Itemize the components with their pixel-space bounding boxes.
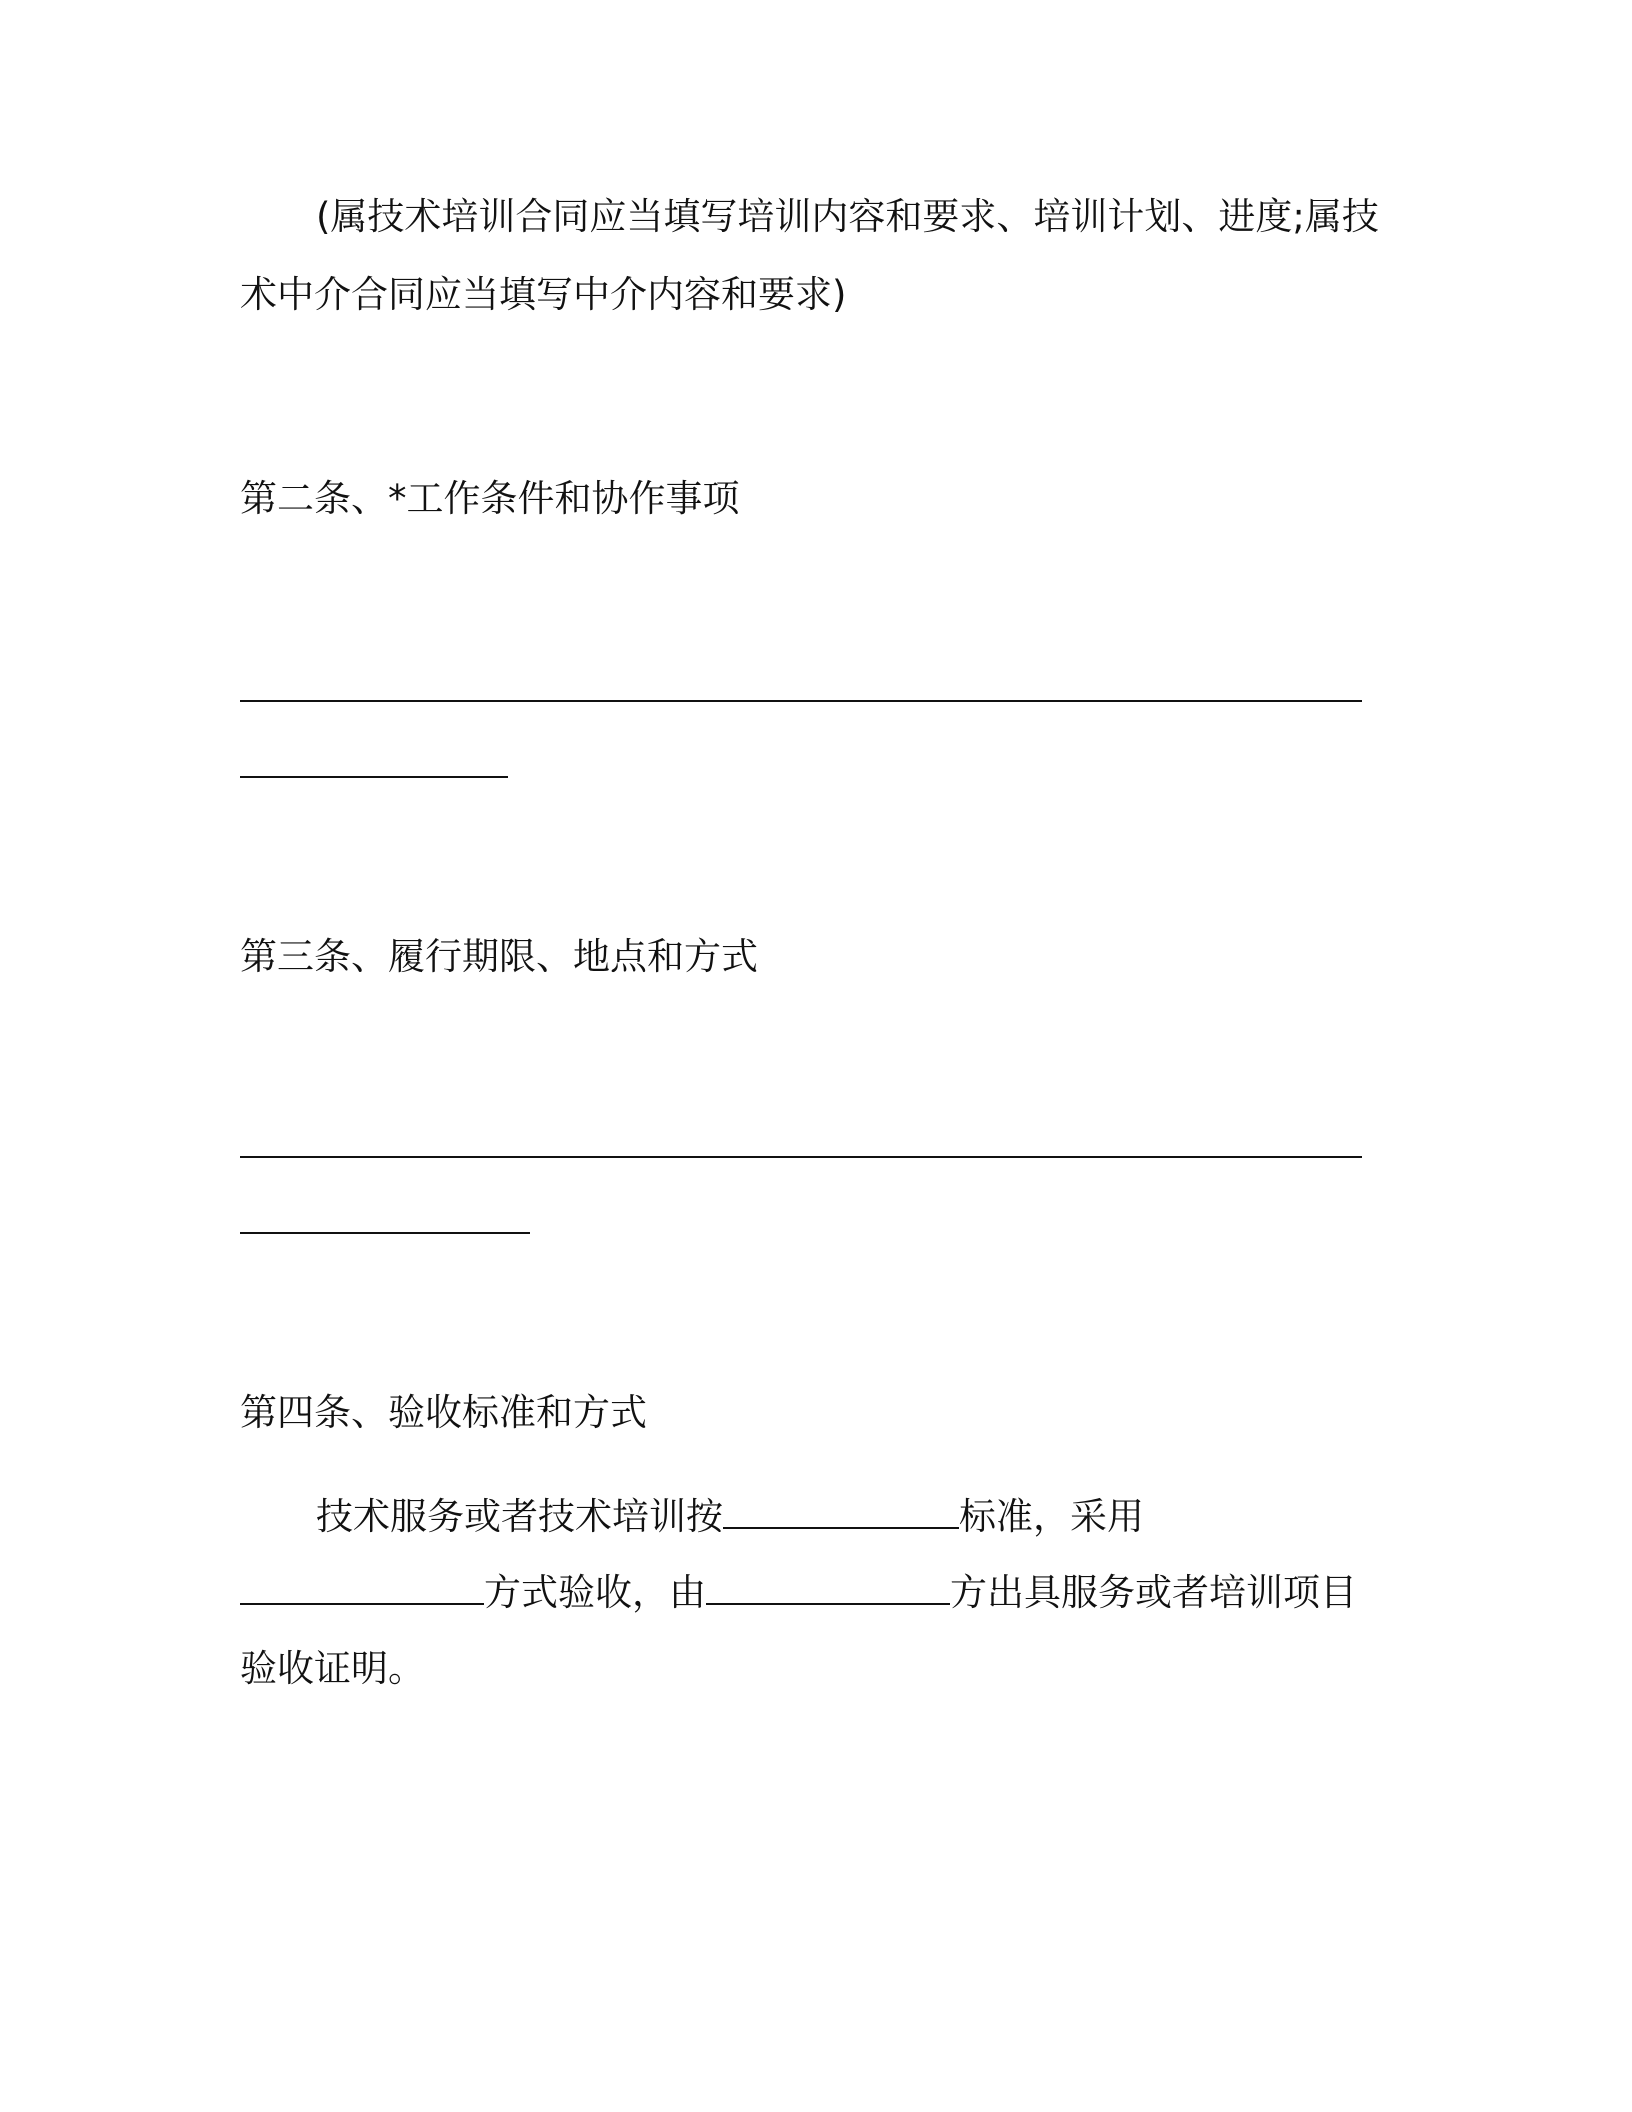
intro-line-2: 术中介合同应当填写中介内容和要求)	[240, 273, 847, 316]
standard-blank	[723, 1493, 959, 1529]
article-3-heading: 第三条、履行期限、地点和方式	[240, 935, 758, 978]
method-blank	[240, 1569, 484, 1605]
article-3-blank-line-1	[240, 1156, 1362, 1158]
intro-line-1: (属技术培训合同应当填写培训内容和要求、培训计划、进度;属技	[316, 195, 1379, 238]
article-4-paragraph-line-2	[240, 1568, 1390, 1618]
article-4-text-1a: 技术服务或者技术培训按	[316, 1495, 723, 1538]
issuer-blank	[706, 1569, 950, 1605]
article-4-paragraph-line-1	[316, 1492, 1466, 1542]
article-2-blank-line-1	[240, 700, 1362, 702]
article-4-paragraph-line-3: 验收证明。	[240, 1647, 425, 1690]
article-4-text-1b: 标准，采用	[959, 1495, 1144, 1538]
article-4-text-2b: 方出具服务或者培训项目	[950, 1571, 1357, 1614]
article-2-heading: 第二条、*工作条件和协作事项	[240, 477, 740, 520]
article-2-blank-line-2	[240, 776, 508, 778]
article-4-text-2a: 方式验收，由	[484, 1571, 706, 1614]
article-4-heading: 第四条、验收标准和方式	[240, 1391, 647, 1434]
article-3-blank-line-2	[240, 1232, 530, 1234]
